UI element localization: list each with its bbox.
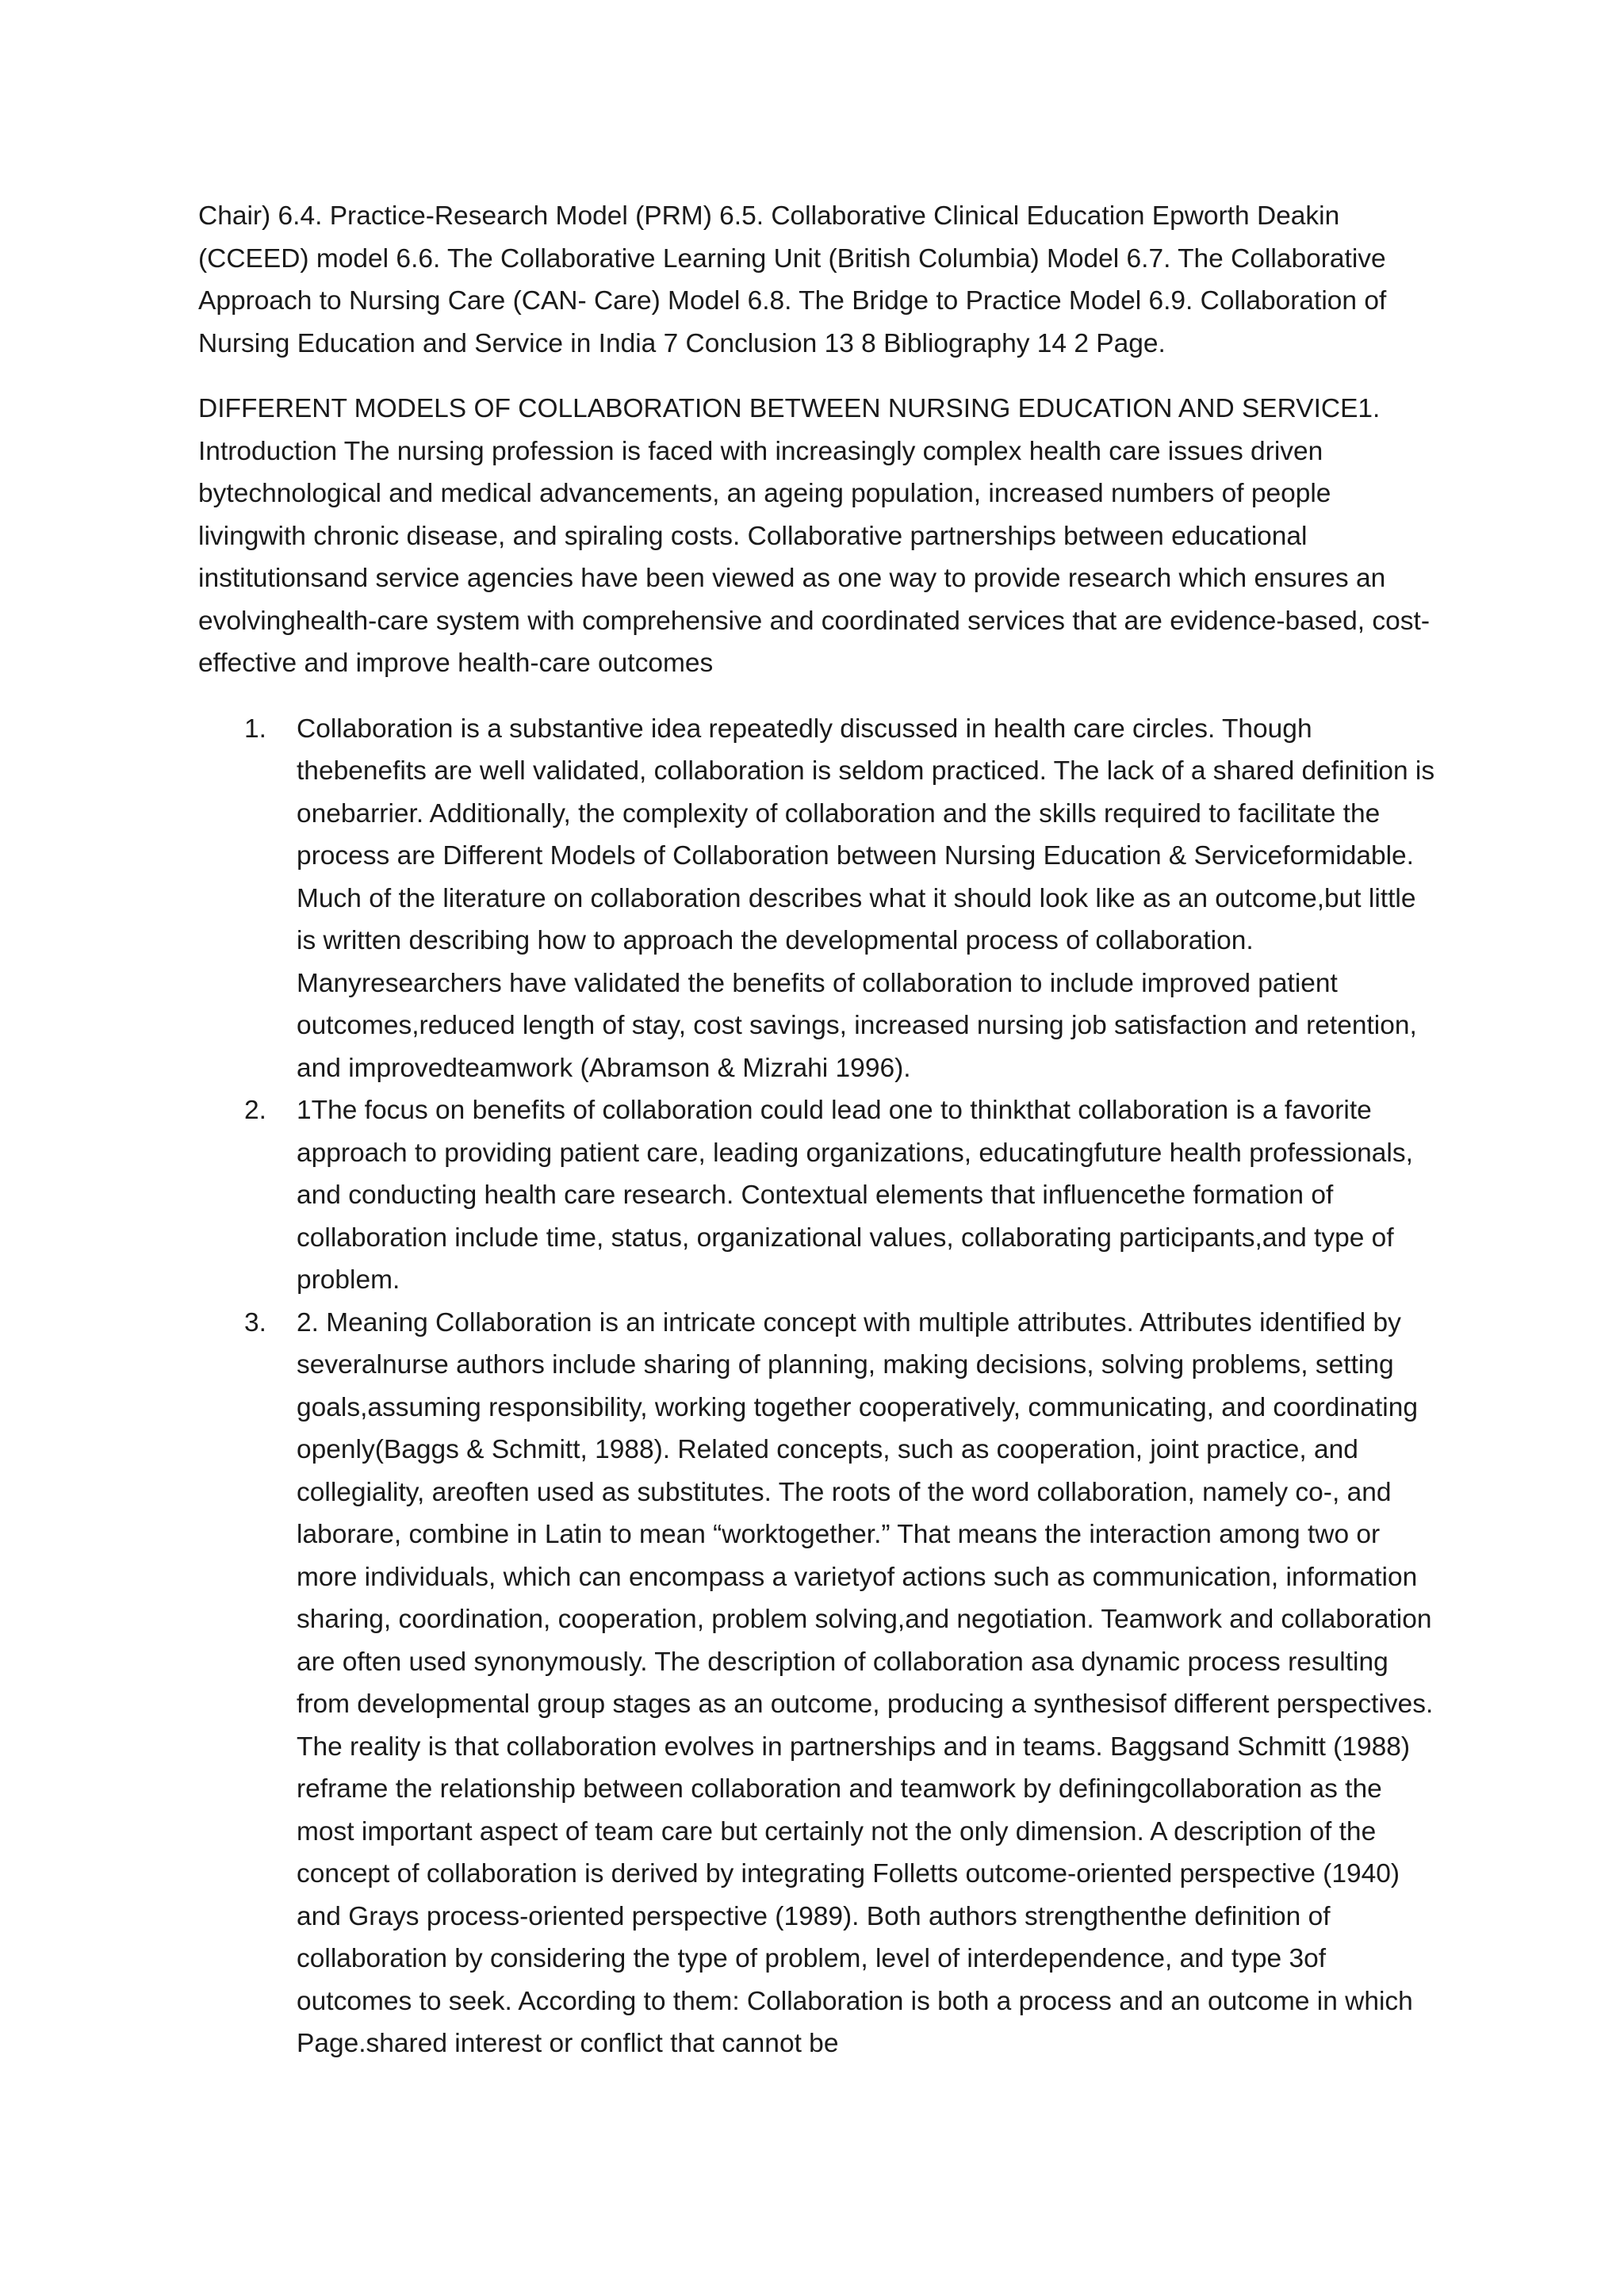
introduction-paragraph: DIFFERENT MODELS OF COLLABORATION BETWEEN NURSING EDUCATION AND SERVICE1. Introduction The nursing profession is faced with increasingly complex health care issues driven bytechnological and medical advancements, an ageing population, increased numbers of people livingwith chronic disease, and spiraling costs. Collaborative partnerships between educational institutionsand service agencies have been viewed as one way to provide research which ensures an evolvinghealth-care system with comprehensive and coordinated services that are evidence-based, cost-effective and improve health-care outcomes bbox=[198, 394, 1430, 678]
list-item-text: 2. Meaning Collaboration is an intricate concept with multiple attributes. Attributes identified by severalnurse authors include sharing of planning, making decisions, solving problems, setting goals,assuming responsibility, working together cooperatively, communicating, and coordinating openly(Baggs & Schmitt, 1988). Related concepts, such as cooperation, joint practice, and collegiality, areoften used as substitutes. The roots of the word collaboration, namely co-, and laborare, combine in Latin to mean “worktogether.” That means the interaction among two or more individuals, which can encompass a varietyof actions such as communication, information sharing, coordination, cooperation, problem solving,and negotiation. Teamwork and collaboration are often used synonymously. The description of collaboration asa dynamic process resulting from developmental group stages as an outcome, producing a synthesisof different perspectives. The reality is that collaboration evolves in partnerships and in teams. Baggsand Schmitt (1988) reframe the relationship between collaboration and teamwork by definingcollaboration as the most important aspect of team care but certainly not the only dimension. A description of the concept of collaboration is derived by integrating Folletts outcome-oriented perspective (1940) and Grays process-oriented perspective (1989). Both authors strengthenthe definition of collaboration by considering the type of problem, level of interdependence, and type 3of outcomes to seek. According to them: Collaboration is both a process and an outcome in which Page.shared interest or conflict that cannot be bbox=[297, 1307, 1434, 2058]
list-item bbox=[198, 1302, 1435, 2065]
list-item-number: 2. bbox=[244, 1096, 266, 1125]
numbered-list bbox=[198, 708, 1435, 2065]
toc-fragment-paragraph: Chair) 6.4. Practice-Research Model (PRM) 6.5. Collaborative Clinical Education Epworth Deakin (CCEED) model 6.6. The Collaborative Learning Unit (British Columbia) Model 6.7. The Collaborative Approach to Nursing Care (CAN- Care) Model 6.8. The Bridge to Practice Model 6.9. Collaboration of Nursing Education and Service in India 7 Conclusion 13 8 Bibliography 14 2 Page. bbox=[198, 201, 1387, 358]
list-item-text: Collaboration is a substantive idea repeatedly discussed in health care circles. Though thebenefits are well validated, collaboration is seldom practiced. The lack of a shared definition is onebarrier. Additionally, the complexity of collaboration and the skills required to facilitate the process are Different Models of Collaboration between Nursing Education & Serviceformidable. Much of the literature on collaboration describes what it should look like as an outcome,but little is written describing how to approach the developmental process of collaboration. Manyresearchers have validated the benefits of collaboration to include improved patient outcomes,reduced length of stay, cost savings, increased nursing job satisfaction and retention, and improvedteamwork (Abramson & Mizrahi 1996). bbox=[297, 714, 1435, 1083]
document-page bbox=[198, 195, 1435, 2065]
list-item-number: 1. bbox=[244, 714, 266, 744]
list-item-text: 1The focus on benefits of collaboration could lead one to thinkthat collaboration is a favorite approach to providing patient care, leading organizations, educatingfuture health professionals, and conducting health care research. Contextual elements that influencethe formation of collaboration include time, status, organizational values, collaborating participants,and type of problem. bbox=[297, 1096, 1413, 1295]
list-item-number: 3. bbox=[244, 1307, 266, 1337]
list-item bbox=[198, 708, 1435, 1090]
list-item bbox=[198, 1089, 1435, 1302]
